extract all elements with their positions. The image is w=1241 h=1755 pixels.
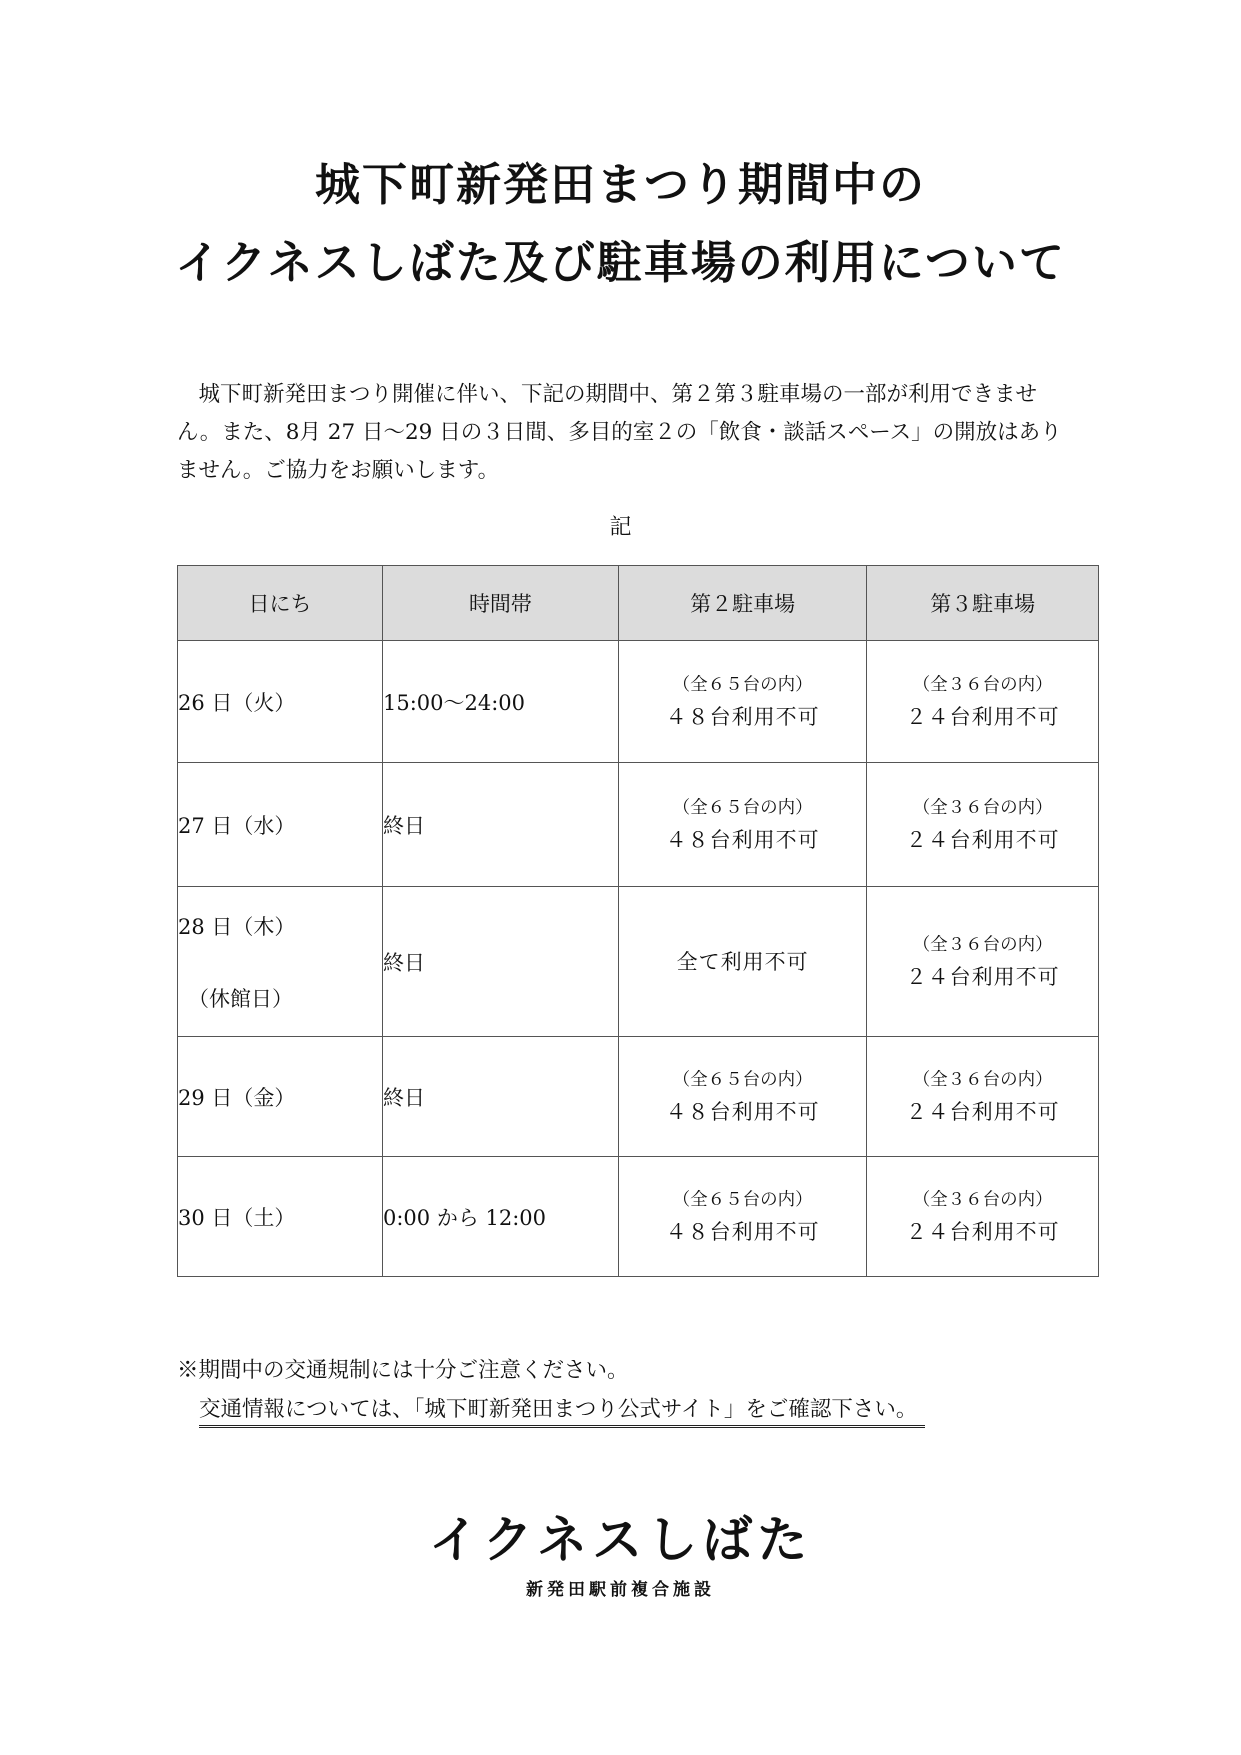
- date-text: 30 日（土）: [178, 1205, 296, 1230]
- time-cell: 終日: [382, 763, 618, 887]
- table-row: [178, 1157, 1099, 1277]
- lot-3-unavailable: ２４台利用不可: [905, 964, 1060, 989]
- page-title-line-1: 城下町新発田まつり期間中の: [314, 158, 926, 211]
- lot-2-total: （全６５台の内）: [672, 797, 813, 818]
- intro-paragraph: [177, 376, 1067, 490]
- table-row: [178, 1037, 1099, 1157]
- date-text: 26 日（火）: [178, 690, 296, 715]
- lot-2-total: （全６５台の内）: [672, 674, 813, 695]
- parking-schedule-table: [177, 565, 1099, 1277]
- lot-3-total: （全３６台の内）: [912, 1069, 1053, 1090]
- time-cell: 15:00〜24:00: [382, 641, 618, 763]
- lot-3-cell: [867, 1037, 1099, 1157]
- closed-day-note: （休館日）: [188, 986, 293, 1011]
- ki-label: 記: [609, 515, 632, 540]
- logo-name: イクネスしばた: [428, 1511, 813, 1569]
- lot-2-cell: [618, 641, 866, 763]
- lot-3-cell: [867, 763, 1099, 887]
- lot-3-cell: [867, 641, 1099, 763]
- header-lot-2: 第２駐車場: [618, 566, 866, 641]
- lot-3-total: （全３６台の内）: [912, 1189, 1053, 1210]
- lot-3-unavailable: ２４台利用不可: [905, 827, 1060, 852]
- lot-2-cell: [618, 763, 866, 887]
- header-date: 日にち: [178, 566, 383, 641]
- intro-text: 城下町新発田まつり開催に伴い、下記の期間中、第２第３駐車場の一部が利用できません。また、8月 27 日〜29 日の３日間、多目的室２の「飲食・談話スペース」の開放はありません。ご協力をお願いします。: [177, 382, 1062, 483]
- date-cell: [178, 887, 383, 1037]
- lot-2-unavailable: ４８台利用不可: [665, 704, 820, 729]
- lot-3-total: （全３６台の内）: [912, 797, 1053, 818]
- date-cell: [178, 763, 383, 887]
- date-text: 28 日（木）: [178, 914, 296, 939]
- traffic-info-note: 交通情報については、「城下町新発田まつり公式サイト」をご確認下さい。: [199, 1392, 925, 1428]
- header-time: 時間帯: [382, 566, 618, 641]
- lot-3-total: （全３６台の内）: [912, 934, 1053, 955]
- lot-3-cell: [867, 1157, 1099, 1277]
- date-cell: [178, 1157, 383, 1277]
- lot-2-cell: [618, 1157, 866, 1277]
- lot-2-cell: [618, 887, 866, 1037]
- header-lot-3: 第３駐車場: [867, 566, 1099, 641]
- table-row: [178, 763, 1099, 887]
- table-header-row: [178, 566, 1099, 641]
- time-cell: 0:00 から 12:00: [382, 1157, 618, 1277]
- lot-2-unavailable: 全て利用不可: [676, 949, 809, 974]
- date-text: 29 日（金）: [178, 1085, 296, 1110]
- time-cell: 終日: [382, 887, 618, 1037]
- time-cell: 終日: [382, 1037, 618, 1157]
- lot-3-unavailable: ２４台利用不可: [905, 704, 1060, 729]
- lot-2-total: （全６５台の内）: [672, 1189, 813, 1210]
- lot-3-unavailable: ２４台利用不可: [905, 1099, 1060, 1124]
- page-title-line-2: イクネスしばた及び駐車場の利用について: [175, 236, 1066, 289]
- facility-logo: [0, 1511, 1241, 1600]
- table-row: [178, 641, 1099, 763]
- lot-2-unavailable: ４８台利用不可: [665, 1219, 820, 1244]
- lot-3-total: （全３６台の内）: [912, 674, 1053, 695]
- date-text: 27 日（水）: [178, 813, 296, 838]
- lot-2-unavailable: ４８台利用不可: [665, 1099, 820, 1124]
- lot-2-total: （全６５台の内）: [672, 1069, 813, 1090]
- table-row: [178, 887, 1099, 1037]
- date-cell: [178, 641, 383, 763]
- logo-subtitle: 新発田駅前複合施設: [526, 1580, 715, 1600]
- lot-3-cell: [867, 887, 1099, 1037]
- date-cell: [178, 1037, 383, 1157]
- traffic-caution-note: ※期間中の交通規制には十分ご注意ください。: [177, 1358, 629, 1383]
- lot-2-unavailable: ４８台利用不可: [665, 827, 820, 852]
- lot-3-unavailable: ２４台利用不可: [905, 1219, 1060, 1244]
- lot-2-cell: [618, 1037, 866, 1157]
